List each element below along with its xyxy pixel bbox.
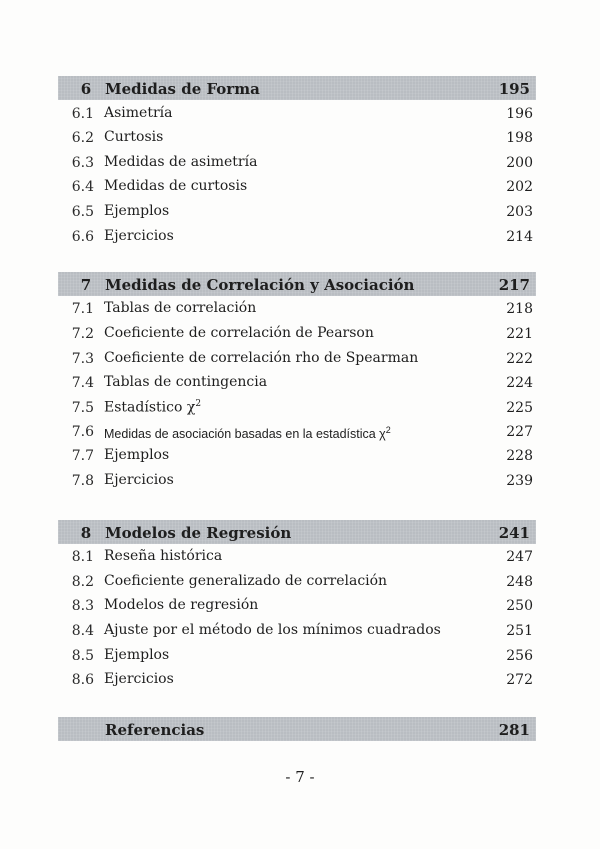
section-number: 7.1 [71, 301, 94, 317]
section-number: 7.4 [71, 375, 94, 391]
section-number: 6.1 [71, 106, 94, 122]
toc-entry-6-1[interactable] [58, 103, 533, 125]
toc-entry-7-6[interactable] [58, 421, 533, 443]
section-page: 248 [506, 574, 533, 590]
section-page: 198 [506, 130, 533, 146]
section-title [104, 425, 391, 441]
section-number: 7.8 [71, 473, 94, 489]
section-number: 8.3 [71, 598, 94, 614]
section-page: 272 [506, 672, 533, 688]
toc-entry-7-5[interactable] [58, 397, 533, 419]
chapter-page: 195 [498, 80, 530, 98]
section-page: 228 [506, 448, 533, 464]
section-number: 6.6 [71, 229, 94, 245]
section-title: Tablas de contingencia [104, 374, 268, 390]
toc-entry-6-4[interactable] [58, 176, 533, 198]
section-page: 224 [506, 375, 533, 391]
toc-entry-6-3[interactable] [58, 152, 533, 174]
superscript: 2 [195, 399, 202, 409]
section-page: 251 [506, 623, 533, 639]
chapter-title: Medidas de Forma [105, 80, 260, 98]
chapter-number: 6 [80, 80, 92, 98]
section-title: Ejercicios [104, 228, 174, 244]
section-page: 200 [506, 155, 533, 171]
chapter-title: Medidas de Correlación y Asociación [105, 276, 415, 294]
section-page: 227 [506, 424, 533, 440]
section-page: 202 [506, 179, 533, 195]
section-number: 6.3 [71, 155, 94, 171]
toc-entry-6-2[interactable] [58, 127, 533, 149]
chapter-6-header[interactable] [58, 76, 536, 100]
section-page: 225 [506, 400, 533, 416]
section-page: 203 [506, 204, 533, 220]
toc-entry-8-3[interactable] [58, 595, 533, 617]
section-title: Ajuste por el método de los mínimos cuadrados [104, 622, 441, 638]
section-number: 7.2 [71, 326, 94, 342]
toc-entry-7-4[interactable] [58, 372, 533, 394]
section-title-text: Estadístico χ [104, 399, 196, 416]
section-number: 8.6 [71, 672, 94, 688]
section-title: Tablas de correlación [104, 300, 257, 316]
section-title: Ejemplos [104, 447, 170, 463]
section-title: Ejercicios [104, 472, 174, 488]
chapter-page: 241 [498, 524, 530, 542]
superscript: 2 [385, 425, 391, 435]
page-number: - 7 - [285, 768, 315, 786]
references-title: Referencias [105, 721, 205, 739]
toc-entry-8-5[interactable] [58, 645, 533, 667]
section-title: Asimetría [104, 105, 173, 121]
section-number: 8.1 [71, 549, 94, 565]
section-title: Reseña histórica [104, 548, 223, 564]
toc-entry-8-6[interactable] [58, 669, 533, 691]
section-title: Medidas de asimetría [104, 154, 258, 170]
section-page: 250 [506, 598, 533, 614]
chapter-8-header[interactable] [58, 520, 536, 544]
section-number: 6.2 [71, 130, 94, 146]
section-title: Modelos de regresión [104, 597, 259, 613]
chapter-number: 7 [80, 276, 92, 294]
section-number: 6.5 [71, 204, 94, 220]
section-title: Ejemplos [104, 647, 170, 663]
section-title: Ejemplos [104, 203, 170, 219]
toc-entry-7-7[interactable] [58, 445, 533, 467]
toc-entry-7-1[interactable] [58, 298, 533, 320]
section-title: Ejercicios [104, 671, 174, 687]
section-page: 214 [506, 229, 533, 245]
section-page: 221 [506, 326, 533, 342]
chapter-7-header[interactable] [58, 272, 536, 296]
section-page: 247 [506, 549, 533, 565]
toc-entry-7-8[interactable] [58, 470, 533, 492]
chapter-number: 8 [80, 524, 92, 542]
section-number: 8.2 [71, 574, 94, 590]
section-number: 8.4 [71, 623, 94, 639]
toc-entry-7-2[interactable] [58, 323, 533, 345]
section-title: Coeficiente de correlación de Pearson [104, 325, 374, 341]
section-number: 7.6 [71, 424, 94, 440]
toc-entry-8-1[interactable] [58, 546, 533, 568]
section-page: 256 [506, 648, 533, 664]
toc-entry-7-3[interactable] [58, 348, 533, 370]
section-title: Curtosis [104, 129, 164, 145]
section-page: 239 [506, 473, 533, 489]
section-title: Coeficiente generalizado de correlación [104, 573, 388, 589]
section-number: 7.3 [71, 351, 94, 367]
section-number: 7.5 [71, 400, 94, 416]
toc-entry-8-4[interactable] [58, 620, 533, 642]
toc-entry-8-2[interactable] [58, 571, 533, 593]
toc-entry-6-6[interactable] [58, 226, 533, 248]
section-page: 196 [506, 106, 533, 122]
section-number: 6.4 [71, 179, 94, 195]
chapter-page: 217 [498, 276, 530, 294]
section-page: 222 [506, 351, 533, 367]
section-number: 7.7 [71, 448, 94, 464]
section-number: 8.5 [71, 648, 94, 664]
chapter-title: Modelos de Regresión [105, 524, 292, 542]
section-title [104, 399, 201, 416]
references-header[interactable] [58, 717, 536, 741]
section-title: Medidas de curtosis [104, 178, 248, 194]
references-page: 281 [498, 721, 530, 739]
section-page: 218 [506, 301, 533, 317]
section-title-text: Medidas de asociación basadas en la estadística χ [104, 427, 386, 442]
toc-entry-6-5[interactable] [58, 201, 533, 223]
section-title: Coeficiente de correlación rho de Spearman [104, 350, 419, 366]
